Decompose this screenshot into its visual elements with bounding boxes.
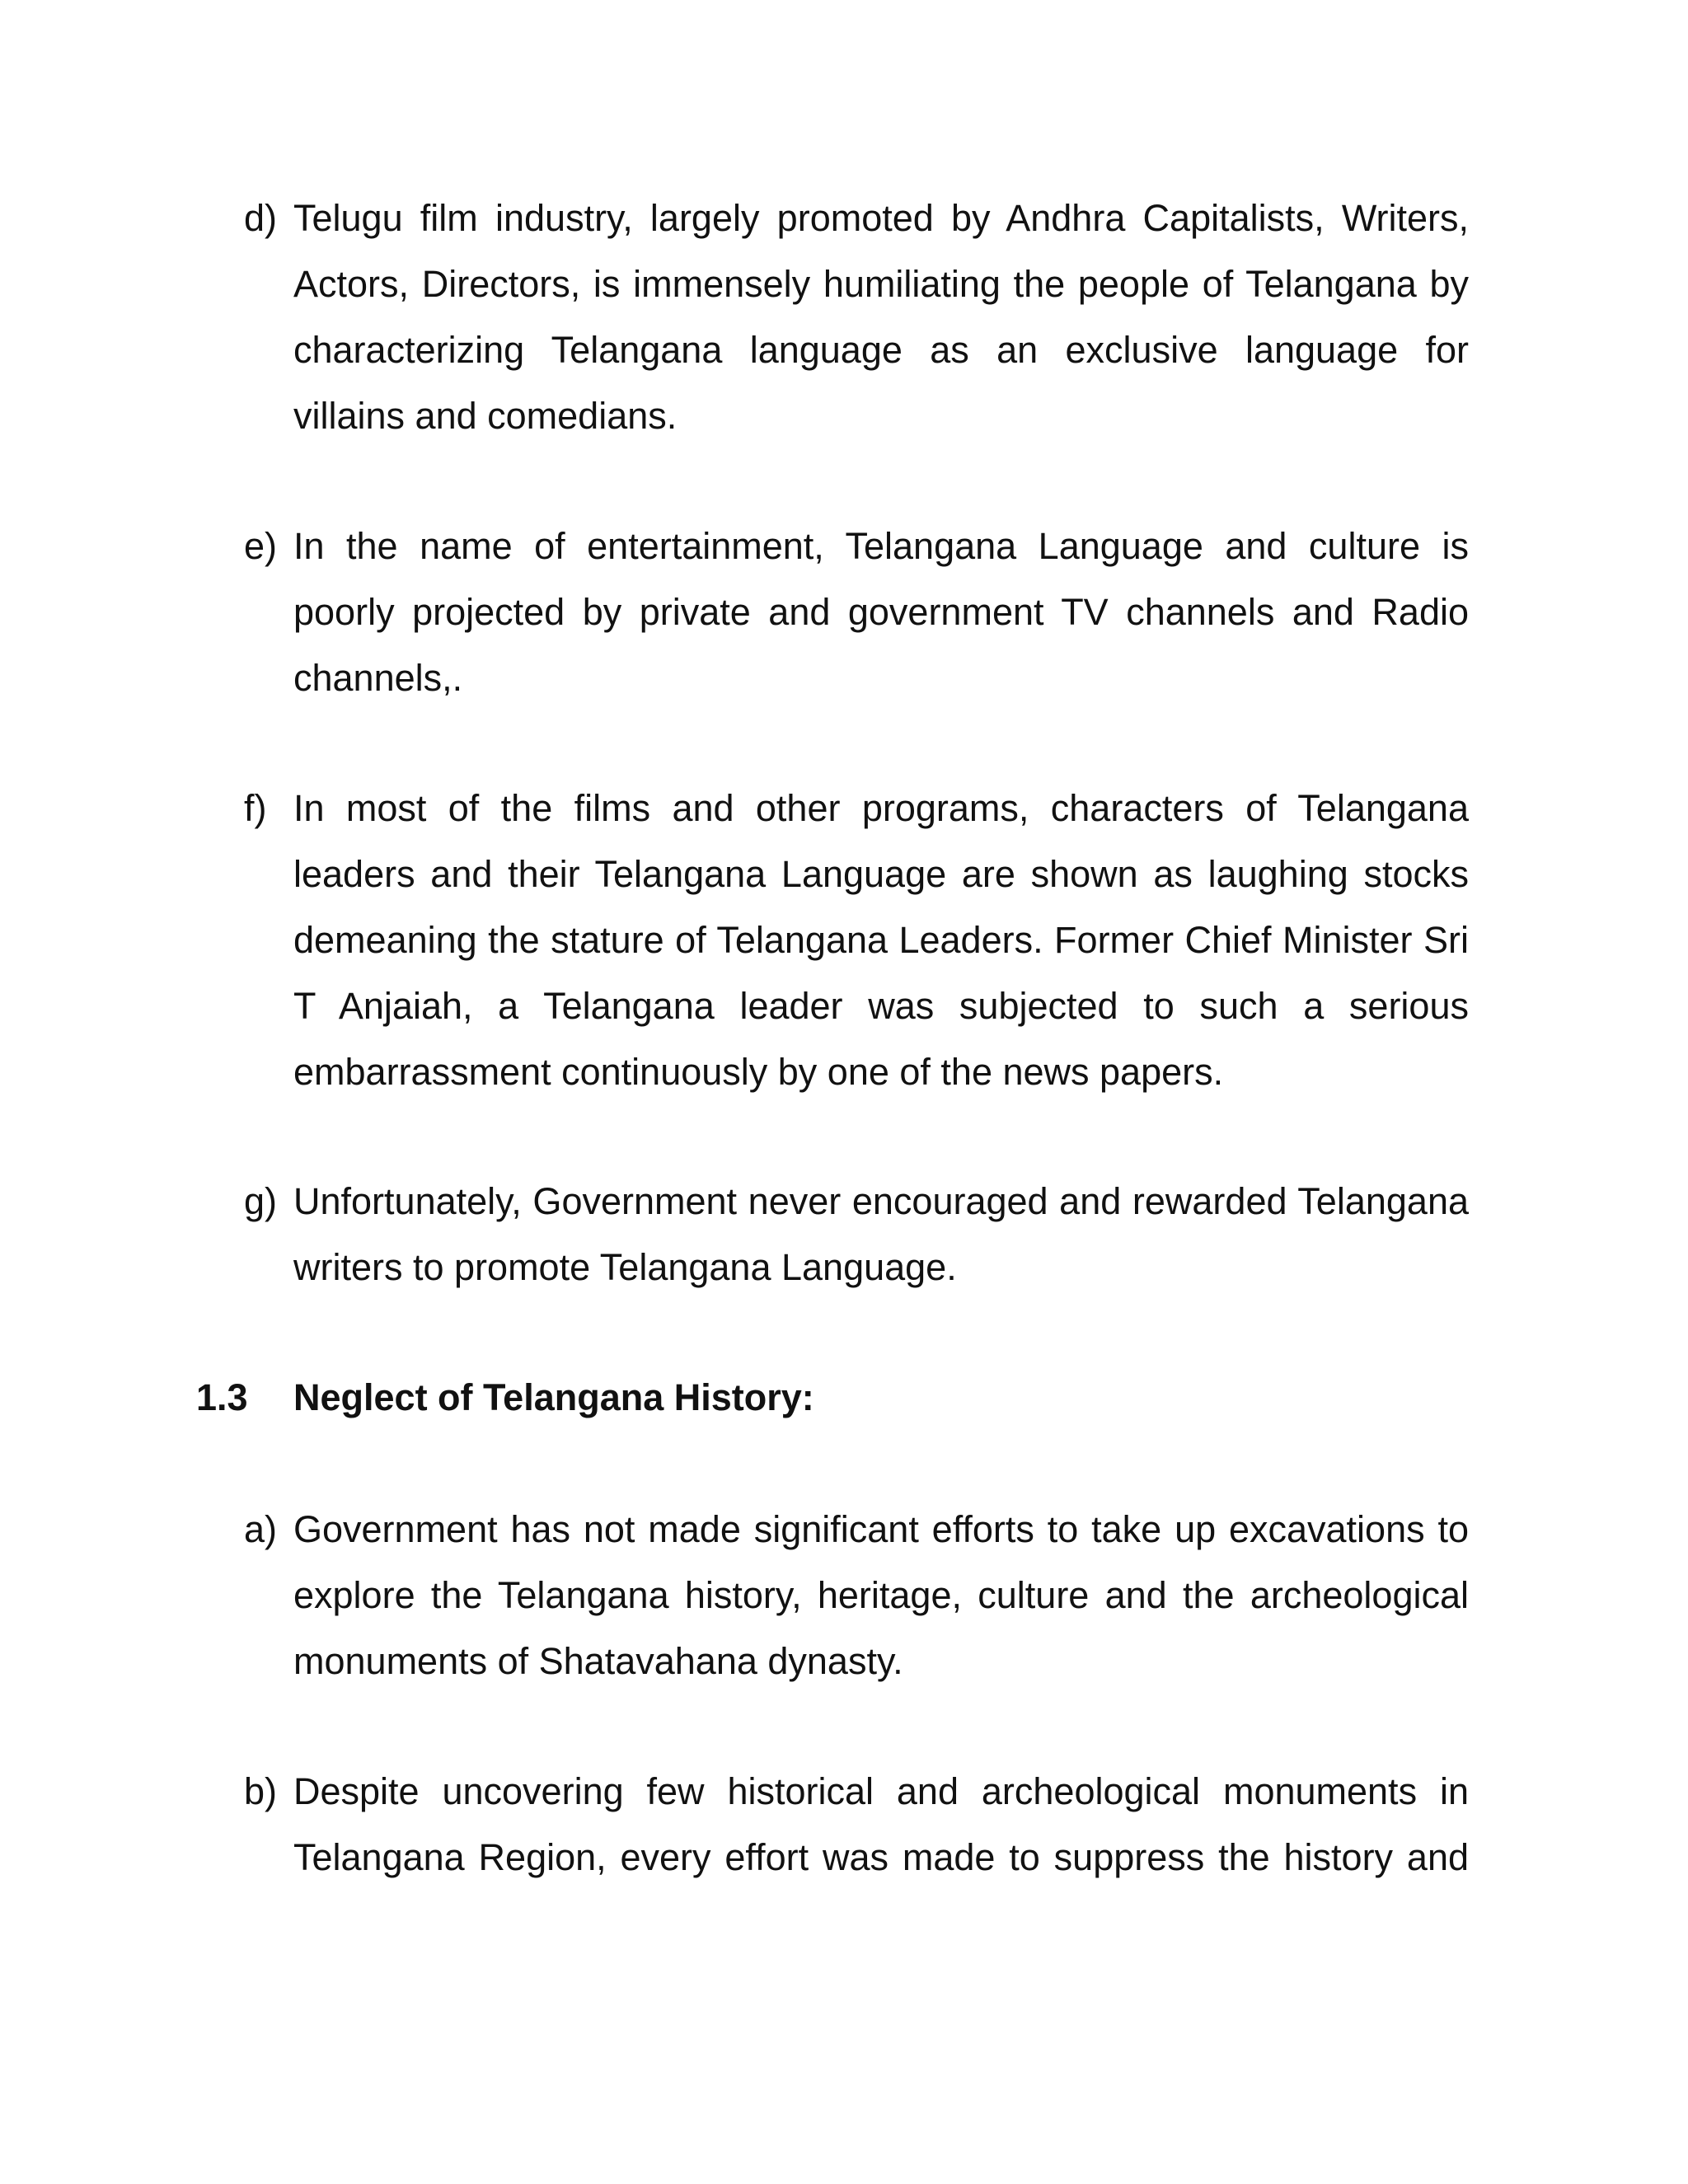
list-item-g <box>244 1169 1469 1301</box>
list-item-text: Government has not made significant efforts to take up excavations to explore the Telangana history, heritage, culture and the archeological monuments of Shatavahana dynasty. <box>293 1508 1469 1682</box>
list-marker: f) <box>244 787 267 829</box>
section-title: Neglect of Telangana History: <box>293 1376 814 1418</box>
list-item-text: Despite uncovering few historical and archeological monuments in Telangana Region, every effort was made to suppress the history and <box>293 1770 1469 1878</box>
list-item-a <box>244 1497 1469 1694</box>
list-item-text: Telugu film industry, largely promoted by Andhra Capitalists, Writers, Actors, Directors, is immensely humiliating the people of Telangana by characterizing Telangana language as an exclusive language for villains and comedians. <box>293 197 1469 437</box>
list-marker: g) <box>244 1180 278 1222</box>
list-marker: d) <box>244 197 278 239</box>
list-item-d <box>244 185 1469 449</box>
list-item-text: In the name of entertainment, Telangana Language and culture is poorly projected by private and government TV channels and Radio channels,. <box>293 525 1469 699</box>
section-number: 1.3 <box>196 1376 248 1418</box>
list-item-e <box>244 513 1469 711</box>
list-marker: e) <box>244 525 278 567</box>
list-item-text: In most of the films and other programs, characters of Telangana leaders and their Telangana Language are shown as laughing stocks demeaning the stature of Telangana Leaders. Former Chief Minister Sri T Anjaiah, a Telangana leader was subjected to such a serious embarrassment continuously by one of the news papers. <box>293 787 1469 1093</box>
list-item-f <box>244 776 1469 1105</box>
list-item-b <box>244 1759 1469 1891</box>
list-marker: a) <box>244 1508 278 1550</box>
list-marker: b) <box>244 1770 278 1812</box>
list-item-text: Unfortunately, Government never encouraged and rewarded Telangana writers to promote Telangana Language. <box>293 1180 1469 1288</box>
